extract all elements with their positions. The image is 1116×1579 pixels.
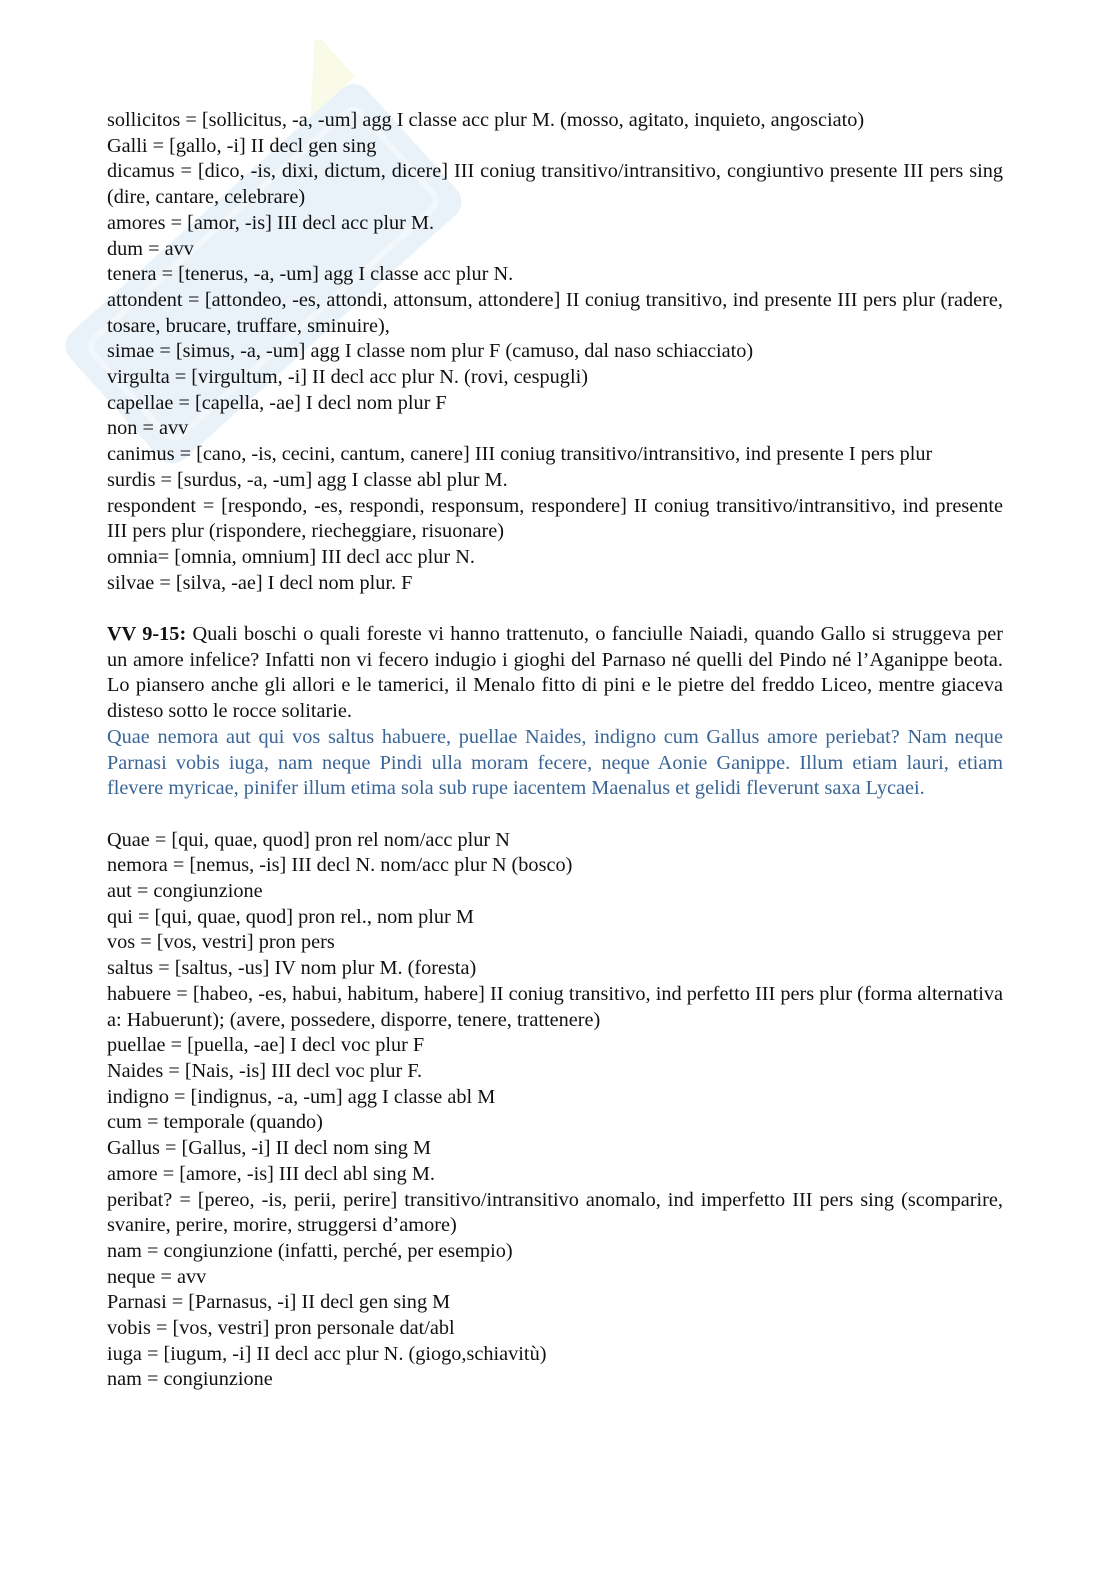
vocab-entry: sollicitos = [sollicitus, -a, -um] agg I classe acc plur M. (mosso, agitato, inquieto, angosciato) xyxy=(107,109,865,131)
vocab-entry: dum = avv xyxy=(107,237,194,260)
vocab-entry: nemora = [nemus, -is] III decl N. nom/acc plur N (bosco) xyxy=(107,854,573,877)
italian-translation: Quali boschi o quali foreste vi hanno trattenuto, o fanciulle Naiadi, quando Gallo si struggeva per un amore infelice? Infatti non vi fecero indugio i gioghi del Parnaso né quelli del Pindo né l’Aganippe beota. Lo piansero anche gli allori e le tamerici, il Menalo fitto di pini e le pietre del freddo Liceo, mentre giaceva disteso sotto le rocce solitarie. xyxy=(107,623,1003,723)
vocab-entry: habuere = [habeo, -es, habui, habitum, habere] II coniug transitivo, ind perfetto III pers plur (forma alternativa a: Habuerunt); (avere, possedere, disporre, tenere, trattenere) xyxy=(107,982,1003,1031)
vocab-entry: amores = [amor, -is] III decl acc plur M. xyxy=(107,211,435,234)
vocab-entry: aut = congiunzione xyxy=(107,880,263,903)
vocab-entry: omnia= [omnia, omnium] III decl acc plur N. xyxy=(107,545,475,568)
vocab-entry: Parnasi = [Parnasus, -i] II decl gen sing M xyxy=(107,1291,451,1314)
vocab-entry: attondent = [attondeo, -es, attondi, attonsum, attondere] II coniug transitivo, ind presente III pers plur (radere, tosare, brucare, truffare, sminuire), xyxy=(107,288,1003,337)
vocab-entry: tenera = [tenerus, -a, -um] agg I classe acc plur N. xyxy=(107,263,514,286)
vocab-entry: peribat? = [pereo, -is, perii, perire] transitivo/intransitivo anomalo, ind imperfetto III pers sing (scomparire, svanire, perire, morire, struggersi d’amore) xyxy=(107,1188,1003,1237)
document-text xyxy=(107,108,1003,1393)
latin-text: Quae nemora aut qui vos saltus habuere, puellae Naides, indigno cum Gallus amore periebat? Nam neque Parnasi vobis iuga, nam neque Pindi ulla moram fecere, neque Aonie Ganippe. Illum etiam lauri, etiam flevere myricae, pinifer illum etima sola sub rupe iacentem Maenalus et gelidi fleverunt saxa Lycaei. xyxy=(107,725,1003,800)
vocab-entry: iuga = [iugum, -i] II decl acc plur N. (giogo,schiavitù) xyxy=(107,1342,547,1365)
vocab-entry: Quae = [qui, quae, quod] pron rel nom/acc plur N xyxy=(107,828,510,851)
vocab-entry: Galli = [gallo, -i] II decl gen sing xyxy=(107,134,377,157)
spacer xyxy=(107,596,1003,622)
vocab-entry: cum = temporale (quando) xyxy=(107,1111,323,1134)
verse-section-translation xyxy=(107,622,1003,725)
vocab-entry: neque = avv xyxy=(107,1265,207,1288)
vocab-entry: qui = [qui, quae, quod] pron rel., nom plur M xyxy=(107,905,474,928)
vocab-entry: capellae = [capella, -ae] I decl nom plur F xyxy=(107,391,447,414)
vocab-entry: nam = congiunzione (infatti, perché, per esempio) xyxy=(107,1239,513,1262)
spacer xyxy=(107,802,1003,828)
vocab-list-a xyxy=(107,108,1003,596)
vocab-entry: simae = [simus, -a, -um] agg I classe nom plur F (camuso, dal naso schiacciato) xyxy=(107,340,754,363)
vocab-entry: saltus = [saltus, -us] IV nom plur M. (foresta) xyxy=(107,957,477,980)
vocab-entry: puellae = [puella, -ae] I decl voc plur F xyxy=(107,1034,425,1057)
vocab-entry: amore = [amore, -is] III decl abl sing M. xyxy=(107,1162,435,1185)
vocab-entry: non = avv xyxy=(107,417,189,440)
vocab-entry: surdis = [surdus, -a, -um] agg I classe abl plur M. xyxy=(107,468,508,491)
vocab-entry: Naides = [Nais, -is] III decl voc plur F. xyxy=(107,1059,423,1082)
vocab-entry: indigno = [indignus, -a, -um] agg I classe abl M xyxy=(107,1085,496,1108)
vocab-entry: vobis = [vos, vestri] pron personale dat/abl xyxy=(107,1317,455,1340)
vocab-entry: dicamus = [dico, -is, dixi, dictum, dicere] III coniug transitivo/intransitivo, congiuntivo presente III pers sing (dire, cantare, celebrare) xyxy=(107,160,1003,209)
vocab-entry: silvae = [silva, -ae] I decl nom plur. F xyxy=(107,571,413,594)
vocab-entry: canimus = [cano, -is, cecini, cantum, canere] III coniug transitivo/intransitivo, ind presente I pers plur xyxy=(107,443,933,466)
vocab-entry: respondent = [respondo, -es, respondi, responsum, respondere] II coniug transitivo/intransitivo, ind presente III pers plur (rispondere, riecheggiare, risuonare) xyxy=(107,494,1003,543)
vocab-entry: Gallus = [Gallus, -i] II decl nom sing M xyxy=(107,1137,432,1160)
vocab-entry: vos = [vos, vestri] pron pers xyxy=(107,931,335,954)
vocab-list-b xyxy=(107,828,1003,1393)
vocab-entry: nam = congiunzione xyxy=(107,1368,273,1391)
verse-label: VV 9-15: xyxy=(107,623,187,646)
vocab-entry: virgulta = [virgultum, -i] II decl acc plur N. (rovi, cespugli) xyxy=(107,366,588,389)
